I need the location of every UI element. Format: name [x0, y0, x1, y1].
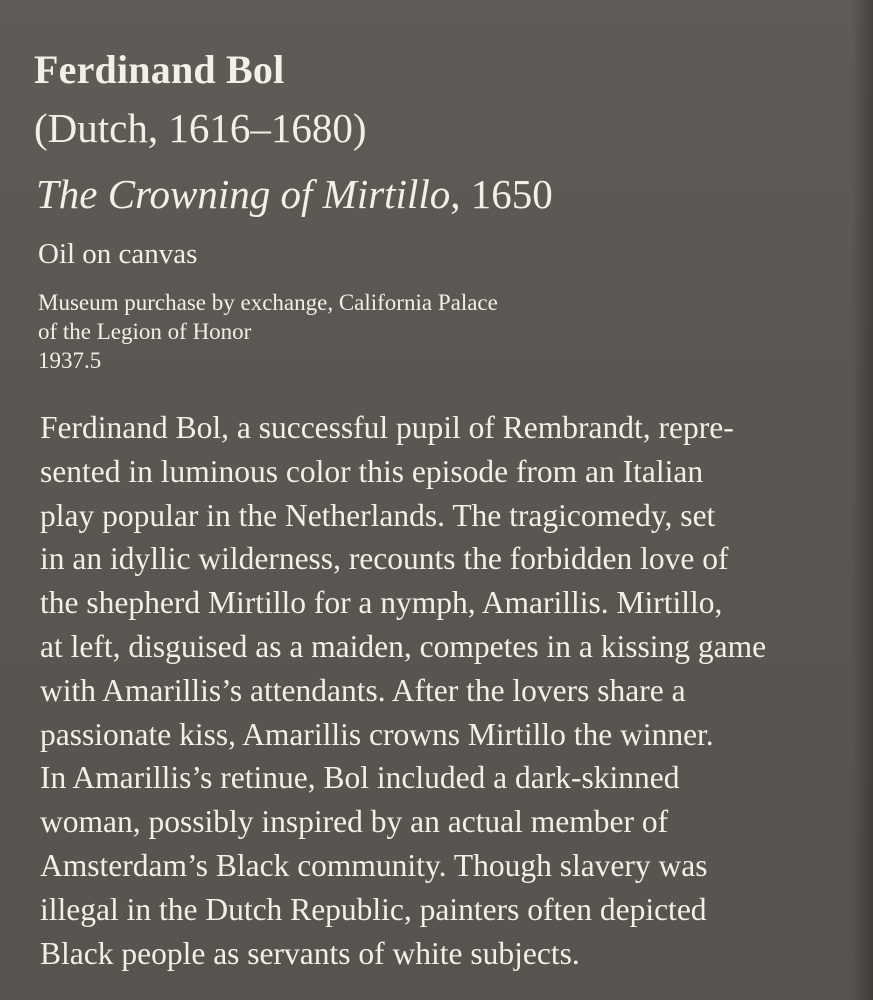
credit-line-2: of the Legion of Honor: [38, 319, 252, 344]
description-line: the shepherd Mirtillo for a nymph, Amarillis. Mirtillo,: [40, 585, 723, 621]
description-line: woman, possibly inspired by an actual member of: [40, 804, 669, 840]
panel-edge-shadow: [851, 0, 873, 1000]
description-line: with Amarillis’s attendants. After the lovers share a: [40, 672, 686, 708]
description-line: Ferdinand Bol, a successful pupil of Rembrandt, repre-: [40, 410, 734, 445]
description-line: illegal in the Dutch Republic, painters often depicted: [40, 891, 707, 927]
artwork-medium: Oil on canvas: [38, 238, 198, 270]
artwork-year: , 1650: [450, 171, 553, 217]
description-line: Black people as servants of white subjects.: [40, 935, 580, 971]
description-line: passionate kiss, Amarillis crowns Mirtillo the winner.: [40, 716, 714, 752]
credit-line: [38, 288, 498, 375]
description-line: at left, disguised as a maiden, competes in a kissing game: [40, 628, 767, 664]
description-line: in an idyllic wilderness, recounts the forbidden love of: [40, 541, 729, 577]
artist-name: Ferdinand Bol: [34, 47, 285, 92]
description-text: [40, 406, 840, 975]
description-line: Amsterdam’s Black community. Though slavery was: [40, 847, 708, 883]
artwork-title-line: [36, 170, 553, 218]
description-line: sented in luminous color this episode from an Italian: [40, 453, 704, 489]
artwork-title: The Crowning of Mirtillo: [36, 171, 451, 217]
description-line: In Amarillis’s retinue, Bol included a dark-skinned: [40, 760, 680, 796]
credit-line-1: Museum purchase by exchange, California Palace: [38, 290, 498, 315]
artist-dates: (Dutch, 1616–1680): [34, 105, 367, 151]
description-line: play popular in the Netherlands. The tragicomedy, set: [40, 497, 716, 533]
accession-number: 1937.5: [38, 348, 102, 373]
